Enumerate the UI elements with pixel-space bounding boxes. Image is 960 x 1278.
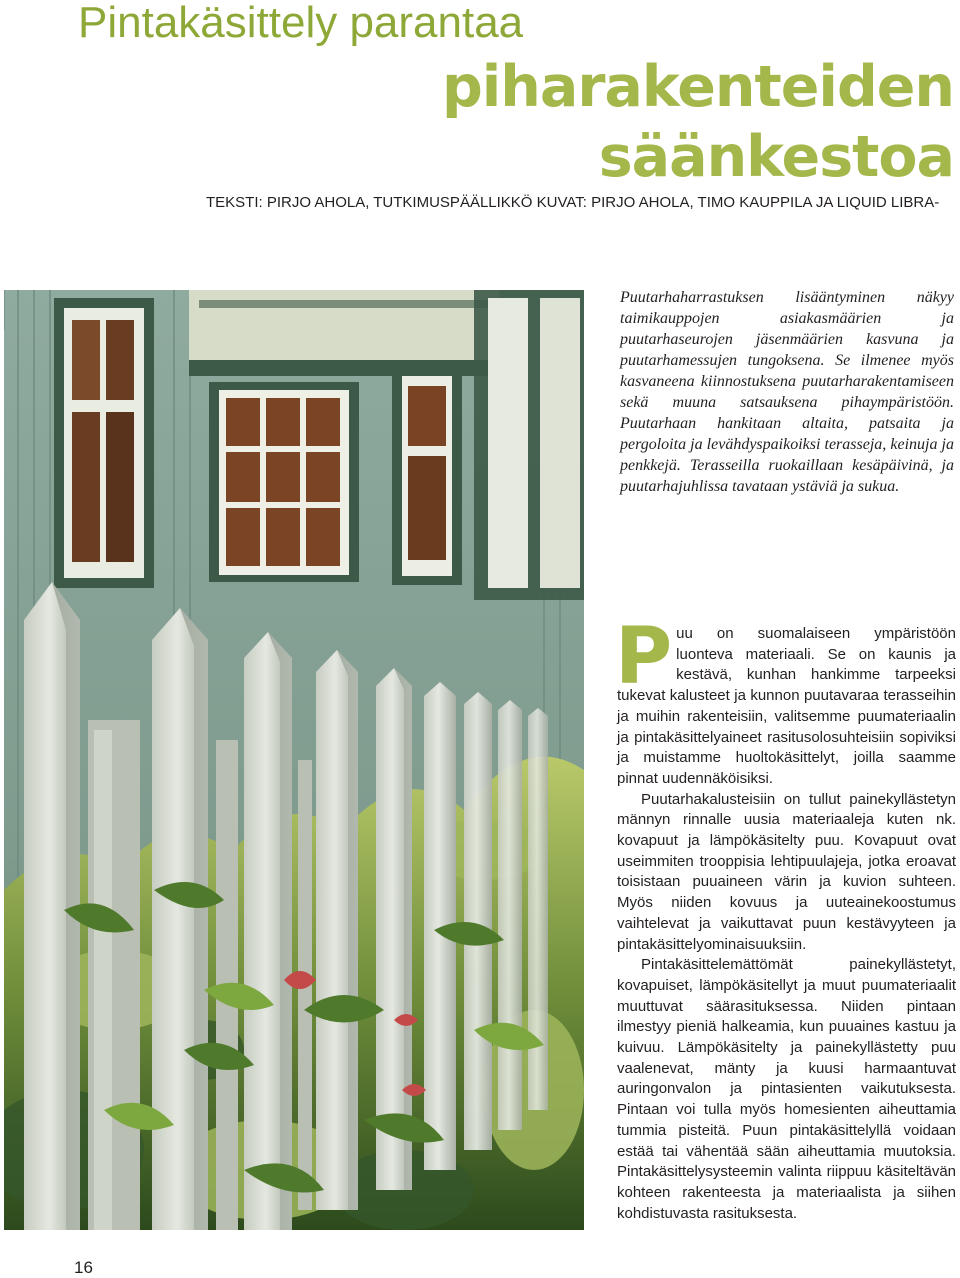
headline-kicker: Pintakäsittely parantaa [78,0,524,47]
body-paragraph-2: Puutarhakalusteisiin on tullut painekyllästetyn männyn rinnalle uusia materiaaleja kuten nk. kovapuut ja lämpökäsitelty puu. Kovapuut ovat useimmiten trooppisia lehtipuulajeja, jotka eroavat toisistaan puuaineen värin ja kuvion suhteen. Myös niiden kovuus ja uuteainekoostumus vaihtelevat ja vaikuttavat puun kestävyyteen ja pintakäsittelyominaisuuksiin. [617,790,956,953]
page-number: 16 [74,1258,93,1277]
body-paragraph-3: Pintakäsittelemättömät painekyllästetyt, kovapuiset, lämpökäsitellyt ja muut puumateriaalit muuttuvat säärasituksessa. Niiden pintaan ilmestyy pieniä halkeamia, kun puuaines kastuu ja kuivuu. Lämpökäsitelty ja painekyllästetty puu vaalenevat, mänty ja kuusi harmaantuvat auringonvalon ja pintasienten vaikutuksesta. Pintaan voi tulla myös homesienten aiheuttamia tummia pisteitä. Puun pintakäsittelyllä voidaan estää tai vähentää sään aiheuttamia muutoksia. Pintakäsittelysysteemin valinta riippuu käsiteltävän kohteen rakenteesta ja materiaalista ja siihen kohdistuvasta rasituksesta. [617,956,956,1222]
article-photo [4,290,584,1230]
drop-cap: P [615,612,673,702]
article-credits: TEKSTI: PIRJO AHOLA, TUTKIMUSPÄÄLLIKKÖ KUVAT: PIRJO AHOLA, TIMO KAUPPILA JA LIQUID LIBRA- [206,194,940,211]
body-paragraph-1-text: uu on suomalaiseen ympäristöön luonteva materiaali. Se on kaunis ja kestävä, kunhan hankimme tarpeeksi tukevat kalusteet ja kunnon puutavaraa terasseihin ja muihin rakenteisiin, valitsemme puumateriaalin ja pintakäsittelyaineet rasitusolosuhteisiin sopiviksi ja muistamme huoltokäsittelyt, joilla saamme pinnat uudennäköisiksi. [617,625,956,787]
photo-fence-house [4,290,584,1230]
headline [442,52,954,192]
headline-line-2: säänkestoa [598,124,954,190]
body-paragraph-1 [615,612,956,790]
headline-line-1: piharakenteiden [441,54,954,120]
lead-paragraph: Puutarhaharrastuksen lisääntyminen näkyy taimikauppojen asiakasmäärien ja puutarhaseurojen jäsenmäärien kasvuna ja puutarhamessujen tungoksena. Se ilmenee myös kasvaneena kiinnostuksena puutarharakentamiseen sekä muuna satsauksena pihaympäristöön. Puutarhaan hankitaan altaita, patsaita ja pergoloita ja levähdyspaikoiksi terasseja, keinuja ja penkkejä. Terasseilla ruokaillaan kesäpäivinä, ja puutarhajuhlissa tavataan ystäviä ja sukua. [620,289,954,495]
body-text [615,612,956,1224]
